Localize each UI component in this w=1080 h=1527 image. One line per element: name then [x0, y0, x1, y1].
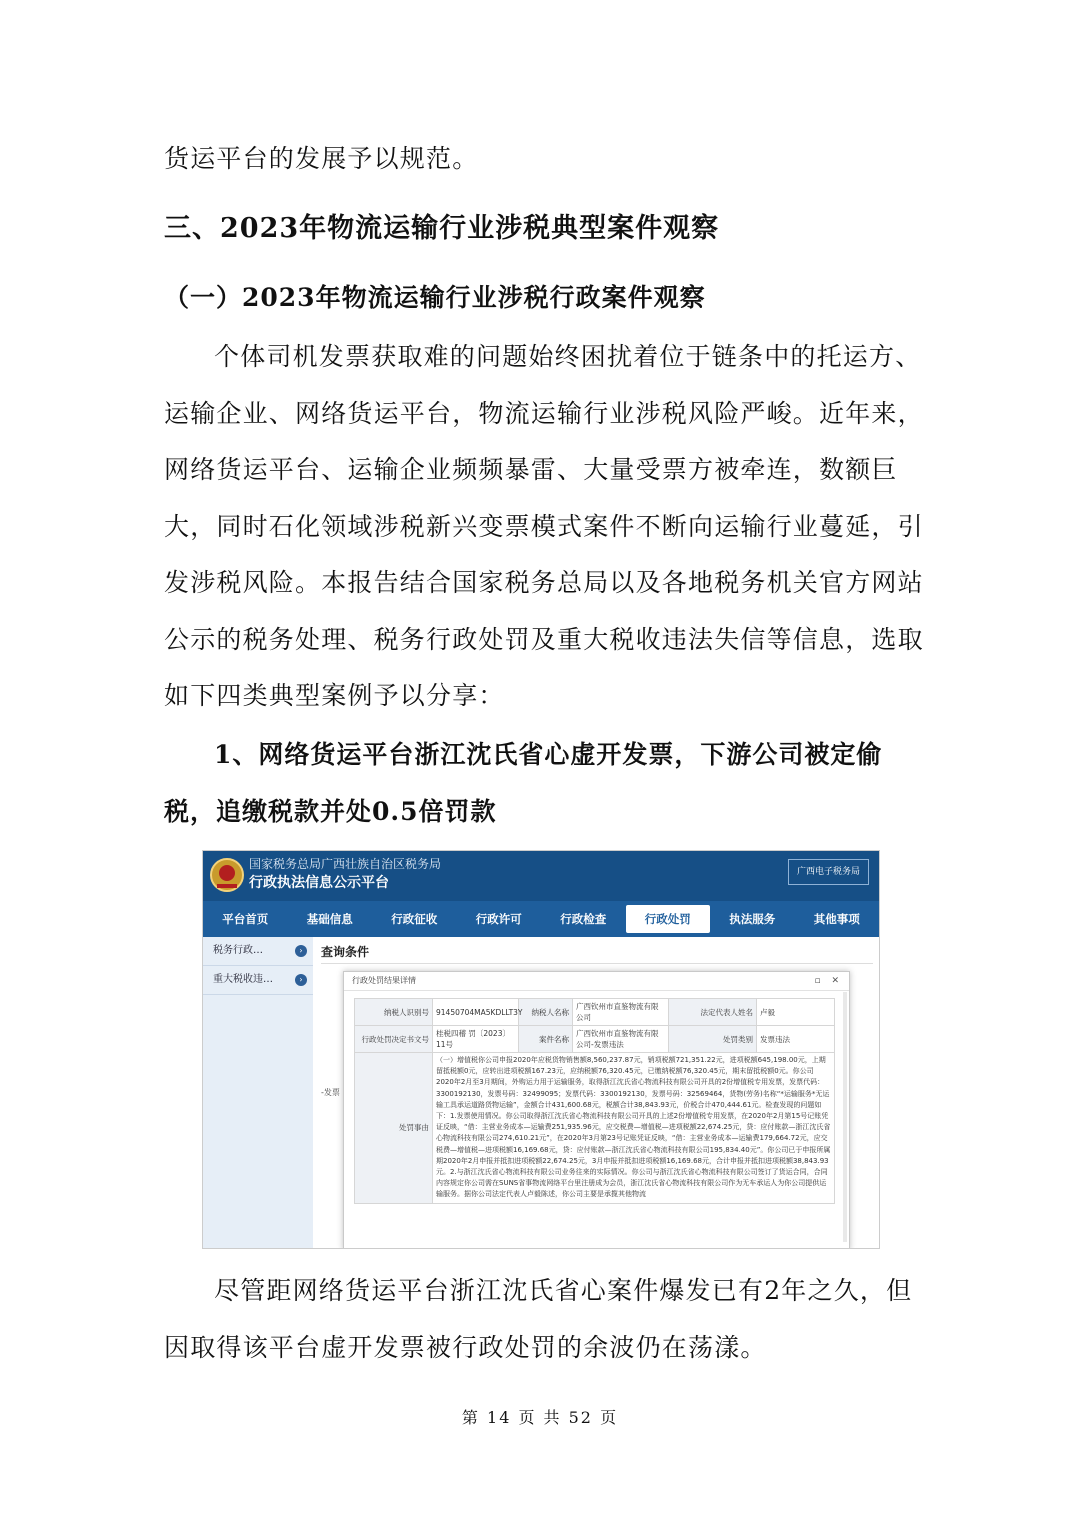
facts-value: （一）增值税你公司申报2020年应税货物销售额8,560,237.87元，销项税额721,351.22元，进项税额645,198.00元，上期留抵税额0元，应转出进项税额167.23元，应纳税额76,320.45元，已缴纳税额76,320.45元，期末留抵税额0元。你公司2020年2月至3月期间，外购运力用于运输服务，取得浙江沈氏省心物流科技有限公司开具的2份增值税专用发票，发票代码：3300192130，发票号码：32499095；发票代码：3300192130，发票号码：32569464，货物(劳务)名称“*运输服务*无运输工具承运道路货物运输”，金额合计431,600.68元，税额合计38,843.93元，价税合计470,444.61元。检查发现的问题如下：1.发票使用情况。你公司取得浙江沈氏省心物流科技有限公司开具的上述2份增值税专用发票，在2020年2月第15号记账凭证反映，“借：主营业务成本—运输费251,935.96元，应交税费—增值税—进项税额22,674.25元，贷：应付账款—浙江沈氏省心物流科技有限公司274,610.21元”，在2020年3月第23号记账凭证反映，“借：主营业务成本—运输费179,664.72元，应交税费—增值税—进项税额16,169.68元，贷：应付账款—浙江沈氏省心物流科技有限公司195,834.40元”。你公司已于申报所属期2020年2月申报并抵扣进项税额22,674.25元，3月申报并抵扣进项税额16,169.68元，合计申报并抵扣进项税额38,843.93元。2.与浙江沈氏省心物流科技有限公司业务往来的实际情况。你公司与浙江沈氏省心物流科技有限公司签订了货运合同，合同内容规定你公司需在SUNS省事物流网络平台里注册成为会员，浙江沈氏省心物流科技有限公司作为无车承运人为你公司提供运输服务。据你公司法定代表人卢毅陈述，你公司主要是承揽其他物流: [433, 1053, 835, 1204]
header-org: 国家税务总局广西壮族自治区税务局: [249, 857, 442, 871]
modal-title: 行政处罚结果详情: [352, 976, 416, 985]
sidebar: [203, 937, 313, 1248]
penalty-detail-table: [354, 998, 835, 1204]
decision-no-label: 行政处罚决定书文号: [355, 1026, 433, 1053]
penalty-type-value: 发票违法: [757, 1026, 835, 1053]
intro-line: 货运平台的发展予以规范。: [164, 144, 479, 173]
nav-inspection[interactable]: 行政检查: [560, 912, 607, 926]
header-title: 行政执法信息公示平台: [249, 875, 389, 891]
body-paragraph-1: 个体司机发票获取难的问题始终困扰着位于链条中的托运方、运输企业、网络货运平台，物流运输行业涉税风险严峻。近年来，网络货运平台、运输企业频频暴雷、大量受票方被牵连，数额巨大，同时石化领域涉税新兴变票模式案件不断向运输行业蔓延，引发涉税风险。本报告结合国家税务总局以及各地税务机关官方网站公示的税务处理、税务行政处罚及重大税收违法失信等信息，选取如下四类典型案例予以分享：: [164, 342, 924, 710]
page-footer: 第 14 页 共 52 页: [461, 1408, 619, 1427]
nav-basic-info[interactable]: 基础信息: [306, 912, 353, 926]
facts-label: 处罚事由: [355, 1053, 433, 1204]
body-paragraph-2: 尽管距网络货运平台浙江沈氏省心案件爆发已有2年之久，但因取得该平台虚开发票被行政处罚的余波仍在荡漾。: [164, 1276, 913, 1362]
case-name-label: 案件名称: [519, 1026, 573, 1053]
background-row-label: -发票: [321, 1088, 340, 1097]
main-nav: [203, 901, 879, 937]
modal-header: [344, 972, 849, 991]
tax-platform-screenshot: [202, 850, 880, 1249]
nav-home[interactable]: 平台首页: [222, 912, 269, 926]
taxpayer-name-label: 纳税人名称: [519, 999, 573, 1026]
modal-scrollbar[interactable]: [843, 992, 847, 1242]
taxpayer-name-value: 广西钦州市直鉴物流有限公司: [573, 999, 669, 1026]
penalty-detail-modal: [343, 971, 850, 1249]
platform-header: [203, 851, 879, 901]
nav-penalty[interactable]: 行政处罚: [626, 905, 711, 933]
sidebar-item-tax-admin[interactable]: [203, 937, 313, 966]
chevron-right-icon: ›: [295, 945, 307, 957]
tax-emblem-icon: [209, 857, 245, 893]
table-row: [355, 1026, 835, 1053]
legal-rep-value: 卢毅: [757, 999, 835, 1026]
taxpayer-id-value: 91450704MA5KDLLT3Y: [433, 999, 519, 1026]
table-row: [355, 1053, 835, 1204]
sidebar-item-label: 重大税收违…: [213, 974, 273, 985]
nav-license[interactable]: 行政许可: [475, 912, 522, 926]
subsection-heading: （一）2023年物流运输行业涉税行政案件观察: [164, 283, 706, 312]
section-heading: 三、2023年物流运输行业涉税典型案件观察: [164, 213, 720, 244]
case-heading: 1、网络货运平台浙江沈氏省心虚开发票，下游公司被定偷税，追缴税款并处0.5倍罚款: [164, 740, 883, 826]
modal-close-icon[interactable]: ▫ ✕: [814, 976, 843, 986]
chevron-right-icon: ›: [295, 974, 307, 986]
nav-other[interactable]: 其他事项: [813, 912, 860, 926]
legal-rep-label: 法定代表人姓名: [669, 999, 757, 1026]
table-row: [355, 999, 835, 1026]
sidebar-item-major-violation[interactable]: [203, 966, 313, 995]
nav-collection[interactable]: 行政征收: [391, 912, 438, 926]
case-name-value: 广西钦州市直鉴物流有限公司-发票违法: [573, 1026, 669, 1053]
decision-no-value: 桂税四稽 罚〔2023〕11号: [433, 1026, 519, 1053]
nav-service[interactable]: 执法服务: [729, 912, 776, 926]
sidebar-item-label: 税务行政…: [213, 945, 263, 956]
penalty-type-label: 处罚类别: [669, 1026, 757, 1053]
e-tax-bureau-button[interactable]: 广西电子税务局: [788, 859, 869, 885]
taxpayer-id-label: 纳税人识别号: [355, 999, 433, 1026]
query-conditions-title: 查询条件: [321, 945, 370, 959]
